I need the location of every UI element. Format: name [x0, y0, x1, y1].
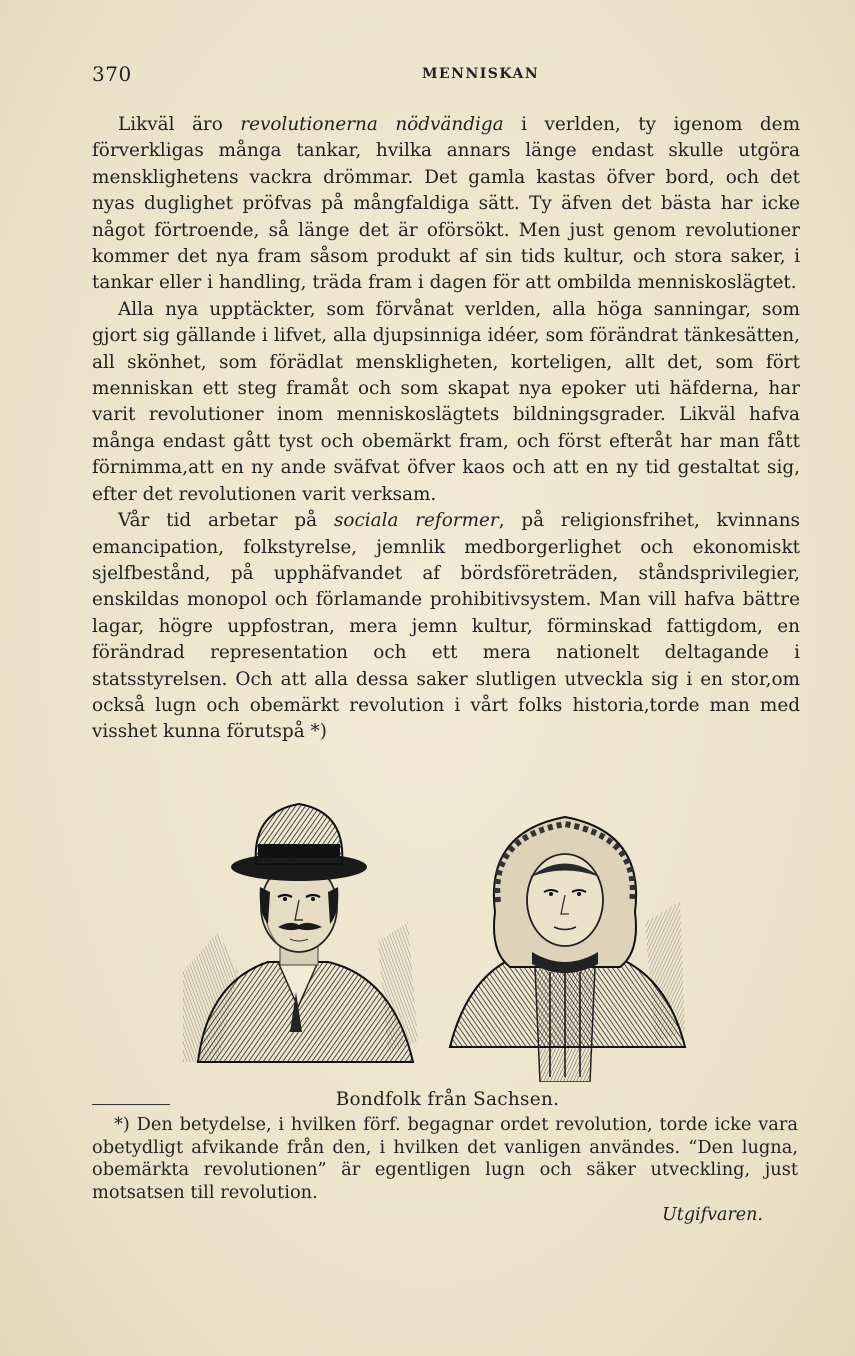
paragraph-3	[92, 508, 800, 746]
page-header	[92, 62, 763, 86]
paragraph-3-pre: Vår tid arbetar på	[118, 510, 334, 532]
footnote	[92, 1114, 798, 1204]
page-number: 370	[92, 62, 132, 86]
footnote-text: *) Den betydelse, i hvilken förf. begagnar ordet revolution, torde icke vara obetydligt afvikande från den, i hvilken det vanligen användes. “Den lugna, obemärkta revolutionen” är egentligen lugn och säker utveckling, just motsatsen till revolution.	[92, 1114, 798, 1203]
paragraph-2: Alla nya upptäckter, som förvånat verlden, alla höga sanningar, som gjort sig gällande i lifvet, alla djupsinniga idéer, som förändrat tänkesätten, all skönhet, som förädlat menskligheten, korteligen, allt det, som fört menniskan ett steg framåt och som skapat nya epoker uti häfderna, har varit revolutioner inom menniskoslägtets bildningsgrader. Likväl hafva många endast gått tyst och obemärkt fram, och först efteråt har man fått förnimma,att en ny ande sväfvat öfver kaos och att en ny tid gestaltat sig, efter det revolutionen varit verksam.	[92, 298, 800, 505]
paragraph-3-italic: sociala reformer	[333, 510, 499, 532]
man-portrait	[178, 792, 423, 1082]
paragraph-3-post: , på religionsfrihet, kvinnans emancipation, folkstyrelse, jemnlik medborgerlighet och ekonomiskt sjelfbestånd, på upphäfvandet af bördsföreträden, ståndsprivilegier, enskildas monopol och förlamande prohibitivsystem. Man vill hafva bättre lagar, högre uppfostran, mera jemn kultur, förminskad fattigdom, en förändrad representation och ett mera nationelt deltagande i statsstyrelsen. Och att alla dessa saker slutligen utveckla sig i en stor,om också lugn och obemärkt revolution i vårt folks historia,torde man med visshet kunna förutspå *)	[92, 510, 800, 743]
paragraph-1-italic: revolutionerna nödvändiga	[240, 114, 504, 135]
illustration	[178, 792, 690, 1082]
footnote-signature: Utgifvaren.	[662, 1205, 763, 1225]
paragraph-1-pre: Likväl äro	[118, 114, 241, 135]
figure-caption: Bondfolk från Sachsen.	[335, 1089, 560, 1110]
paragraph-1	[92, 112, 800, 297]
woman-portrait	[440, 792, 690, 1082]
footnote-divider	[92, 1104, 170, 1105]
running-head: MENNISKAN	[422, 66, 540, 82]
main-text	[92, 112, 800, 746]
paragraph-1-post: i verlden, ty igenom dem förverkligas många tankar, hvilka annars länge endast skulle utgöra mensklighetens vackra drömmar. Det gamla kastas öfver bord, och det nyas duglighet pröfvas på mångfaldiga sätt. Ty äfven det bästa har icke något förtroende, så länge det är oförsökt. Men just genom revolutioner kommer det nya fram såsom produkt af sin tids kultur, och stora saker, i tankar eller i handling, träda fram i dagen för att ombilda menniskoslägtet.	[92, 114, 801, 294]
